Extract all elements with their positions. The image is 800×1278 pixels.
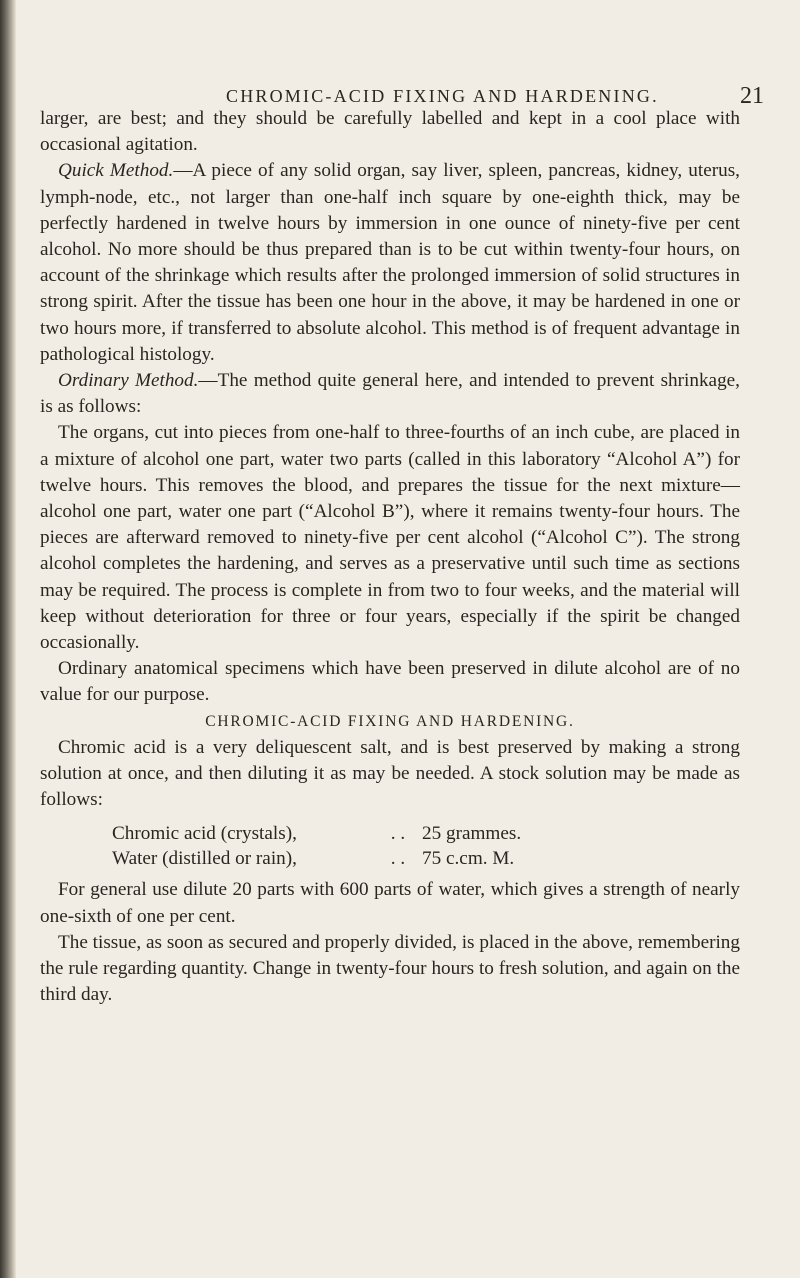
formula-ingredient: Water (distilled or rain),: [112, 848, 297, 870]
quick-method-text: —A piece of any solid organ, say liver, spleen, pancreas, kidney, uterus, lymph-node, etc., not larger than one-half inch square by one-eighth thick, may be perfectly hardened in twelve hours by immersion in one ounce of ninety-five per cent alcohol. No more should be thus prepared than is to be cut within twenty-four hours, on account of the shrinkage which results after the prolonged immersion of solid structures in strong spirit. After the tissue has been one hour in the above, it may be hardened in one or two hours more, if transferred to absolute alcohol. This method is of frequent advantage in pathological histology.: [40, 160, 740, 365]
page-number: 21: [740, 83, 764, 109]
formula-ingredient: Chromic acid (crystals),: [112, 823, 297, 845]
paragraph-specimens: Ordinary anatomical specimens which have been preserved in dilute alcohol are of no value for our purpose.: [40, 658, 740, 706]
paragraph-continued: larger, are best; and they should be carefully labelled and kept in a cool place with occasional agitation.: [40, 108, 740, 156]
stock-solution-formula: [40, 821, 740, 871]
book-binding-edge: [0, 0, 16, 1278]
ordinary-method-text: —The method quite general here, and intended to prevent shrinkage, is as follows:: [40, 370, 740, 418]
running-head: CHROMIC-ACID FIXING AND HARDENING.: [226, 86, 659, 106]
ordinary-method-label: Ordinary Method.: [58, 370, 199, 392]
formula-dots: . .: [390, 848, 406, 870]
formula-quantity: 25 grammes.: [422, 823, 522, 845]
formula-row: [112, 821, 740, 846]
paragraph-general-use: For general use dilute 20 parts with 600 parts of water, which gives a strength of nearly one-sixth of one per cent.: [40, 879, 740, 927]
formula-quantity: 75 c.cm. M.: [422, 848, 515, 870]
paragraph-ordinary-method: [40, 368, 740, 420]
section-heading: CHROMIC-ACID FIXING AND HARDENING.: [205, 712, 575, 730]
quick-method-label: Quick Method.: [58, 160, 174, 182]
paragraph-chromic-acid: Chromic acid is a very deliquescent salt, and is best preserved by making a strong solution at once, and then diluting it as may be needed. A stock solution may be made as follows:: [40, 736, 740, 811]
paragraph-quick-method: [40, 158, 740, 368]
book-page: [40, 0, 800, 1278]
formula-row: [112, 846, 740, 871]
formula-dots: . .: [390, 823, 406, 845]
page-body: [40, 106, 740, 1009]
paragraph-organs: The organs, cut into pieces from one-half to three-fourths of an inch cube, are placed in a mixture of alcohol one part, water two parts (called in this laboratory “Alcohol A”) for twelve hours. This removes the blood, and prepares the tissue for the next mixture—alcohol one part, water one part (“Alcohol B”), where it remains twenty-four hours. The pieces are afterward removed to ninety-five per cent alcohol (“Alcohol C”). The strong alcohol completes the hardening, and serves as a preservative until such time as sections may be required. The process is complete in from two to four weeks, and the material will keep without deterioration for three or four years, especially if the spirit be changed occasionally.: [40, 422, 740, 654]
paragraph-tissue: The tissue, as soon as secured and properly divided, is placed in the above, remembering the rule regarding quantity. Change in twenty-four hours to fresh solution, and again on the third day.: [40, 931, 740, 1006]
